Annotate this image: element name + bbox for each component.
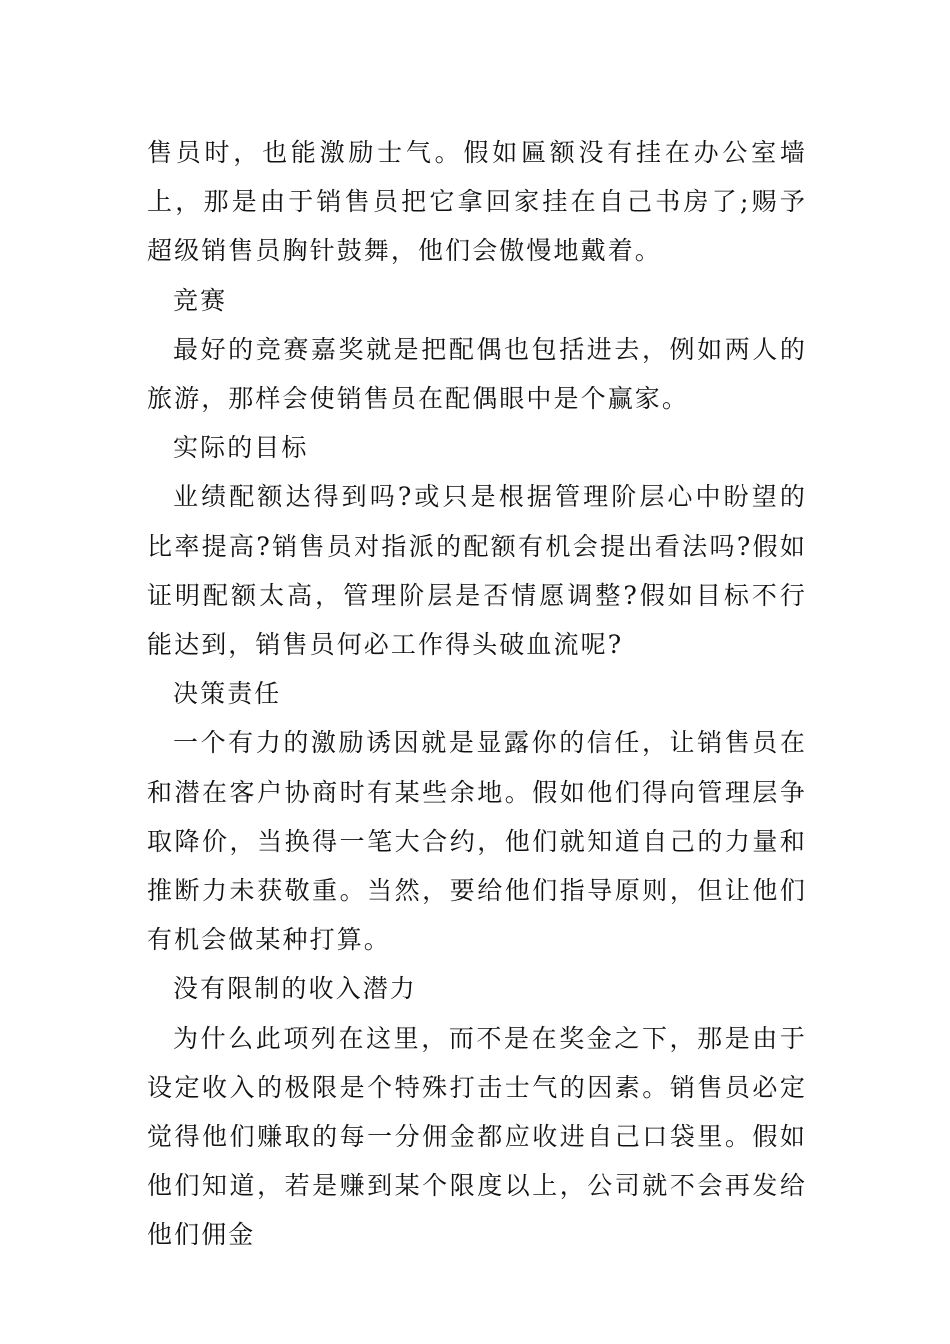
document-page [147, 128, 807, 1260]
heading-unlimited-income: 没有限制的收入潜力 [173, 974, 417, 1004]
paragraph-realistic-goals: 业绩配额达得到吗?或只是根据管理阶层心中盼望的比率提高?销售员对指派的配额有机会提出看法吗?假如证明配额太高，管理阶层是否情愿调整?假如目标不行能达到，销售员何必工作得头破血流呢? [147, 482, 807, 660]
paragraph-plaque-motivation: 售员时，也能激励士气。假如匾额没有挂在办公室墙上，那是由于销售员把它拿回家挂在自己书房了;赐予超级销售员胸针鼓舞，他们会傲慢地戴着。 [147, 138, 807, 266]
paragraph-competition: 最好的竞赛嘉奖就是把配偶也包括进去，例如两人的旅游，那样会使销售员在配偶眼中是个赢家。 [147, 334, 807, 414]
heading-decision-responsibility: 决策责任 [173, 679, 282, 709]
paragraph-decision-responsibility: 一个有力的激励诱因就是显露你的信任，让销售员在和潜在客户协商时有某些余地。假如他们得向管理层争取降价，当换得一笔大合约，他们就知道自己的力量和推断力未获敬重。当然，要给他们指导原则，但让他们有机会做某种打算。 [147, 728, 807, 955]
paragraph-unlimited-income: 为什么此项列在这里，而不是在奖金之下，那是由于设定收入的极限是个特殊打击士气的因素。销售员必定觉得他们赚取的每一分佣金都应收进自己口袋里。假如他们知道，若是赚到某个限度以上，公司就不会再发给他们佣金 [147, 1023, 807, 1250]
heading-realistic-goals: 实际的目标 [173, 433, 309, 463]
heading-competition: 竞赛 [173, 285, 228, 315]
